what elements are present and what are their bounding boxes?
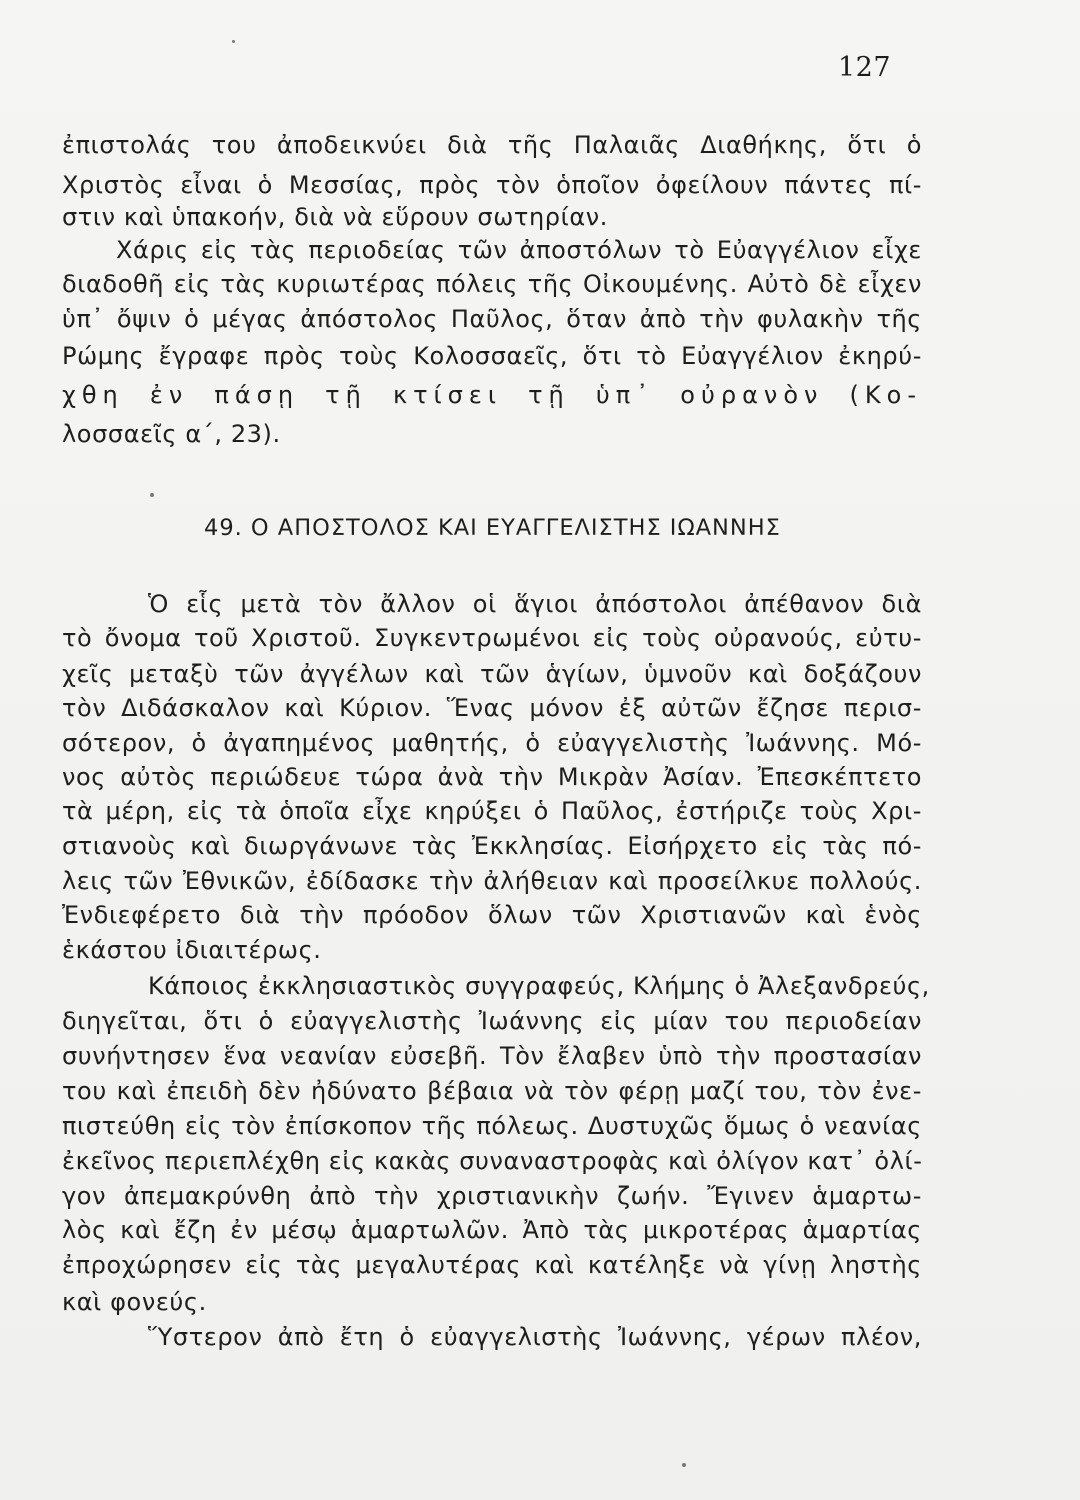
text-line: Ὁ εἷς μετὰ τὸν ἄλλον οἱ ἅγιοι ἀπόστολοι ἀπέθανον διὰ <box>148 590 922 618</box>
text-line: στιν καὶ ὑπακοήν, διὰ νὰ εὕρουν σωτηρίαν. <box>62 203 608 231</box>
text-line: ἑκάστου ἰδιαιτέρως. <box>62 936 322 964</box>
text-line: Χάρις εἰς τὰς περιοδείας τῶν ἀποστόλων τὸ Εὐαγγέλιον εἶχε <box>116 236 922 264</box>
text-line: συνήντησεν ἕνα νεανίαν εὐσεβῆ. Τὸν ἔλαβεν ὑπὸ τὴν προστασίαν <box>62 1042 922 1070</box>
paper-speck <box>232 40 235 43</box>
text-line: ἐπιστολάς του ἀποδεικνύει διὰ τῆς Παλαιᾶς Διαθήκης, ὅτι ὁ <box>62 131 922 159</box>
text-line: σότερον, ὁ ἀγαπημένος μαθητής, ὁ εὐαγγελιστὴς Ἰωάννης. Μό- <box>62 729 922 757</box>
paper-speck <box>150 493 154 497</box>
text-line: στιανοὺς καὶ διωργάνωνε τὰς Ἐκκλησίας. Εἰσήρχετο εἰς τὰς πό- <box>62 832 922 860</box>
text-line: χθη ἐν πάσῃ τῇ κτίσει τῇ ὑπ᾿ οὐρανὸν (Κο- <box>62 381 922 409</box>
text-line: πιστεύθη εἰς τὸν ἐπίσκοπον τῆς πόλεως. Δυστυχῶς ὅμως ὁ νεανίας <box>62 1112 922 1140</box>
text-line: διηγεῖται, ὅτι ὁ εὐαγγελιστὴς Ἰωάννης εἰς μίαν του περιοδείαν <box>62 1007 922 1035</box>
text-line: Χριστὸς εἶναι ὁ Μεσσίας, πρὸς τὸν ὁποῖον ὀφείλουν πάντες πί- <box>62 171 922 199</box>
text-line: ἐπροχώρησεν εἰς τὰς μεγαλυτέρας καὶ κατέληξε νὰ γίνῃ ληστὴς <box>62 1251 922 1279</box>
paper-speck <box>682 1463 686 1467</box>
text-line: λεις τῶν Ἐθνικῶν, ἐδίδασκε τὴν ἀλήθειαν καὶ προσείλκυε πολλούς. <box>62 867 922 895</box>
text-line: Κάποιος ἐκκλησιαστικὸς συγγραφεύς, Κλήμης ὁ Ἀλεξανδρεύς, <box>148 972 930 1000</box>
page-number: 127 <box>838 52 892 83</box>
text-line: λοσσαεῖς α΄, 23). <box>62 420 281 448</box>
text-line: Ὕστερον ἀπὸ ἔτη ὁ εὐαγγελιστὴς Ἰωάννης, γέρων πλέον, <box>148 1323 922 1351</box>
text-line: Ρώμης ἔγραφε πρὸς τοὺς Κολοσσαεῖς, ὅτι τὸ Εὐαγγέλιον ἐκηρύ- <box>62 342 922 370</box>
text-line: του καὶ ἐπειδὴ δὲν ἠδύνατο βέβαια νὰ τὸν φέρῃ μαζί του, τὸν ἐνε- <box>62 1077 922 1105</box>
text-line: καὶ φονεύς. <box>62 1288 207 1316</box>
text-line: διαδοθῆ εἰς τὰς κυριωτέρας πόλεις τῆς Οἰκουμένης. Αὐτὸ δὲ εἶχεν <box>62 270 922 298</box>
section-heading: 49. Ο ΑΠΟΣΤΟΛΟΣ ΚΑΙ ΕΥΑΓΓΕΛΙΣΤΗΣ ΙΩΑΝΝΗΣ <box>204 515 781 541</box>
text-line: νος αὐτὸς περιώδευε τώρα ἀνὰ τὴν Μικρὰν Ἀσίαν. Ἐπεσκέπτετο <box>62 763 922 791</box>
text-line: ὑπ᾿ ὄψιν ὁ μέγας ἀπόστολος Παῦλος, ὅταν ἀπὸ τὴν φυλακὴν τῆς <box>62 305 922 333</box>
text-line: τὰ μέρη, εἰς τὰ ὁποῖα εἶχε κηρύξει ὁ Παῦλος, ἐστήριζε τοὺς Χρι- <box>62 797 922 825</box>
text-line: ἐκεῖνος περιεπλέχθη εἰς κακὰς συναναστροφὰς καὶ ὀλίγον κατ᾿ ὀλί- <box>62 1147 923 1175</box>
text-line: χεῖς μεταξὺ τῶν ἀγγέλων καὶ τῶν ἁγίων, ὑμνοῦν καὶ δοξάζουν <box>62 660 922 688</box>
text-line: γον ἀπεμακρύνθη ἀπὸ τὴν χριστιανικὴν ζωήν. Ἔγινεν ἁμαρτω- <box>62 1182 922 1210</box>
text-line: τὸ ὄνομα τοῦ Χριστοῦ. Συγκεντρωμένοι εἰς τοὺς οὐρανούς, εὐτυ- <box>62 624 922 652</box>
text-line: Ἐνδιεφέρετο διὰ τὴν πρόοδον ὅλων τῶν Χριστιανῶν καὶ ἑνὸς <box>62 901 922 929</box>
text-line: τὸν Διδάσκαλον καὶ Κύριον. Ἕνας μόνον ἐξ αὐτῶν ἔζησε περισ- <box>62 694 922 722</box>
text-line: λὸς καὶ ἔζη ἐν μέσῳ ἁμαρτωλῶν. Ἀπὸ τὰς μικροτέρας ἁμαρτίας <box>62 1216 922 1244</box>
